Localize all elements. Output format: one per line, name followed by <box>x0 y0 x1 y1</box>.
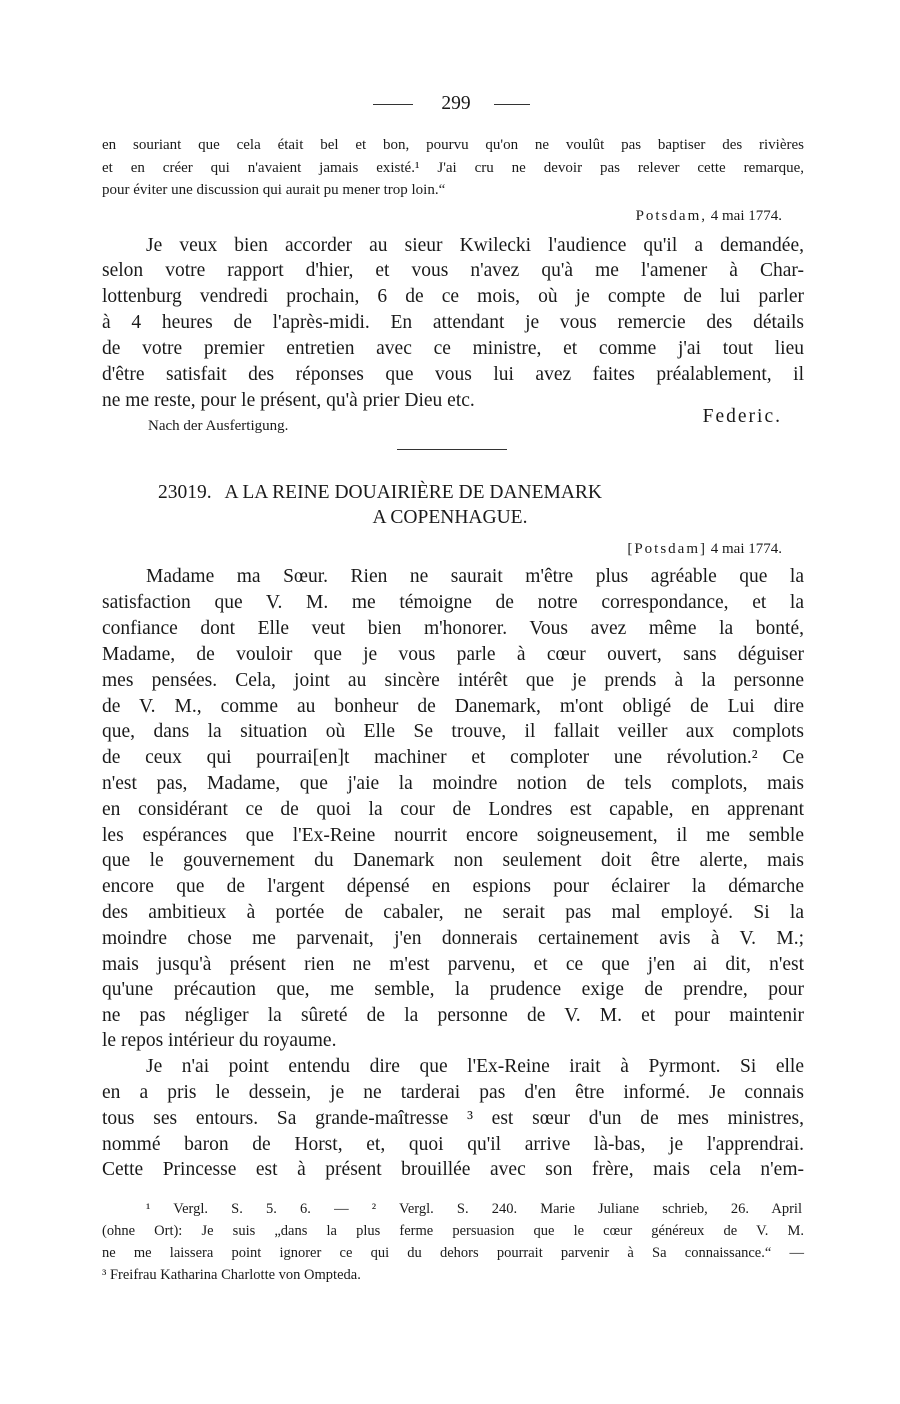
dateline <box>520 541 782 558</box>
body-line: mais jusqu'à présent rien ne m'est parvenu, et ce que j'en ai dit, n'est <box>102 954 804 975</box>
intro-line: en souriant que cela était bel et bon, pourvu qu'on ne voulût pas baptiser des rivières <box>102 137 804 153</box>
body-line: d'être satisfait des réponses que vous lui avez faites préalablement, il <box>102 364 804 385</box>
intro-line: pour éviter une discussion qui aurait pu mener trop loin.“ <box>102 182 446 198</box>
header-rule-right <box>494 104 530 105</box>
source-note: Nach der Ausfertigung. <box>148 418 289 434</box>
section-divider <box>397 449 507 450</box>
dateline-place: Potsdam, <box>635 208 707 224</box>
dateline <box>520 208 782 225</box>
body-line: qu'une précaution que, me semble, la prudence exige de prendre, pour <box>102 979 804 1000</box>
body-line: mes pensées. Cela, joint au sincère intérêt que je prends à la personne <box>102 670 804 691</box>
body-line: lottenburg vendredi prochain, 6 de ce mois, où je compte de lui parler <box>102 286 804 307</box>
body-line: que, dans la situation où Elle Se trouve, il fallait veiller aux complots <box>102 721 804 742</box>
body-line: le repos intérieur du royaume. <box>102 1030 337 1051</box>
body-line: des ambitieux à portée de cabaler, ne serait pas mal employé. Si la <box>102 902 804 923</box>
body-line: Madame, de vouloir que je vous parle à cœur ouvert, sans déguiser <box>102 644 804 665</box>
body-line: Je n'ai point entendu dire que l'Ex-Reine irait à Pyrmont. Si elle <box>146 1056 804 1077</box>
body-line: selon votre rapport d'hier, et vous n'avez qu'à me l'amener à Char- <box>102 260 804 281</box>
body-line: à 4 heures de l'après-midi. En attendant je vous remercie des détails <box>102 312 804 333</box>
body-line: tous ses entours. Sa grande-maîtresse ³ est sœur d'un de mes ministres, <box>102 1108 804 1129</box>
body-line: de ceux qui pourrai[en]t machiner et comploter une révolution.² Ce <box>102 747 804 768</box>
footnote-line: ne me laissera point ignorer ce qui du dehors pourrait parvenir à Sa connaissance.“ — <box>102 1245 804 1261</box>
body-line: n'est pas, Madame, que j'aie la moindre notion de tels complots, mais <box>102 773 804 794</box>
footnote-line: ³ Freifrau Katharina Charlotte von Ompteda. <box>102 1267 361 1283</box>
body-line: en considérant ce de quoi la cour de Londres est capable, en apprenant <box>102 799 804 820</box>
dateline-date: 4 mai 1774. <box>710 208 782 224</box>
body-line: ne me reste, pour le présent, qu'à prier Dieu etc. <box>102 390 475 411</box>
footnote-line: (ohne Ort): Je suis „dans la plus ferme persuasion que le cœur généreux de V. M. <box>102 1223 804 1239</box>
body-line: Cette Princesse est à présent brouillée avec son frère, mais cela n'em- <box>102 1159 804 1180</box>
body-line: encore que de l'argent dépensé en espions pour éclairer la démarche <box>102 876 804 897</box>
footnote-line: ¹ Vergl. S. 5. 6. — ² Vergl. S. 240. Marie Juliane schrieb, 26. April <box>146 1201 802 1217</box>
letter-heading <box>158 482 602 504</box>
dateline-date: 4 mai 1774. <box>710 541 782 557</box>
body-line: satisfaction que V. M. me témoigne de notre correspondance, et la <box>102 592 804 613</box>
body-line: Madame ma Sœur. Rien ne saurait m'être plus agréable que la <box>146 566 804 587</box>
body-line: ne pas négliger la sûreté de la personne de V. M. et pour maintenir <box>102 1005 804 1026</box>
body-line: que le gouvernement du Danemark non seulement doit être alerte, mais <box>102 850 804 871</box>
letter-number: 23019. <box>158 482 212 503</box>
body-line: de votre premier entretien avec ce ministre, et comme j'ai tout lieu <box>102 338 804 359</box>
signature: Federic. <box>702 406 782 427</box>
body-line: en a pris le dessein, je ne tarderai pas d'en être informé. Je connais <box>102 1082 804 1103</box>
letter-heading-line2: A COPENHAGUE. <box>372 507 528 528</box>
dateline-place: [Potsdam] <box>627 541 707 557</box>
intro-line: et en créer qui n'avaient jamais existé.¹ J'ai cru ne devoir pas relever cette remarque, <box>102 160 804 176</box>
body-line: confiance dont Elle veut bien m'honorer. Vous avez même la bonté, <box>102 618 804 639</box>
header-rule-left <box>373 104 413 105</box>
body-line: Je veux bien accorder au sieur Kwilecki l'audience qu'il a demandée, <box>146 235 804 256</box>
body-line: de V. M., comme au bonheur de Danemark, m'ont obligé de Lui dire <box>102 696 804 717</box>
body-line: moindre chose me parvenait, j'en donnerais certainement avis à V. M.; <box>102 928 804 949</box>
body-line: les espérances que l'Ex-Reine nourrit encore soigneusement, il me semble <box>102 825 804 846</box>
letter-heading-line1: A LA REINE DOUAIRIÈRE DE DANEMARK <box>224 482 603 503</box>
body-line: nommé baron de Horst, et, quoi qu'il arrive là-bas, je l'apprendrai. <box>102 1134 804 1155</box>
page-number: 299 <box>441 93 471 114</box>
